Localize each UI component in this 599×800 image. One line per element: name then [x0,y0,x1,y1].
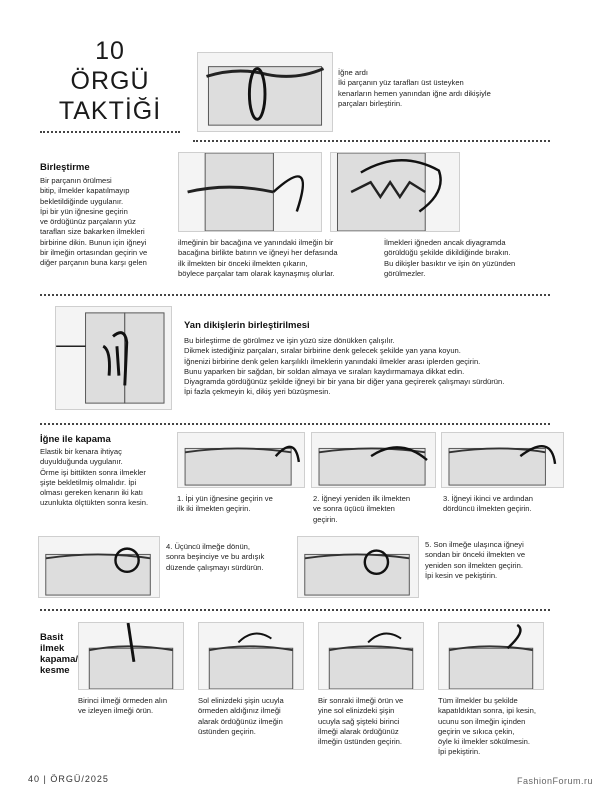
magazine-name: ÖRGÜ/2025 [50,774,109,784]
text-line: Dikmek istediğiniz parçaları, sıralar birbirine denk gelecek şekilde yan yana koyun. [184,346,461,356]
title-divider [40,131,180,133]
text-line: İpi fazla çekmeyin ki, dikiş yeri büzüşmesin. [184,387,331,397]
divider [40,423,550,425]
text-line: Bir sonraki ilmeği örün ve [318,696,404,705]
text-line: görülmezler. [384,268,426,278]
text-line: üstünden geçirin. [198,726,256,736]
divider [40,294,550,296]
text-line: öyle ki ilmekler sökülmesin. [438,737,530,747]
igne-heading: İğne ile kapama [40,434,111,445]
knit-diagram-icon [79,623,183,689]
igne-caption-1 [177,494,307,515]
page-title [40,36,180,126]
figure-igne-3 [441,432,564,488]
basit-caption-1 [78,696,194,717]
text-line: İlmekleri iğneden ancak diyagramda [384,238,506,247]
text-line: İpi kesin ve pekiştirin. [425,570,498,580]
text-line: 3. İğneyi ikinci ve ardından [443,494,533,503]
knit-diagram-icon [298,537,418,597]
text-line: Bu birleştirme de görülmez ve işin yüzü size dönükken çalışılır. [184,336,395,345]
text-line: 1. İpi yün iğnesine geçirin ve [177,494,273,503]
birlestirme-heading: Birleştirme [40,162,90,173]
heading-line: kapama/ [40,654,79,665]
text-line: ucuyla sağ şişteki birinci [318,716,400,726]
text-line: duyulduğunda uygulanır. [40,457,123,467]
text-line: ilk iki ilmekten geçirin. [177,504,251,514]
knit-diagram-icon [439,623,543,689]
figure-basit-2 [198,622,304,690]
text-line: bir ilmeğin ortasından geçirin ve [40,248,148,258]
figure-igne-ardi [197,52,333,132]
text-line: İpi pekiştirin. [438,747,481,757]
igne-caption-4 [166,542,296,573]
text-line: Birinci ilmeği örmeden alın [78,696,168,705]
text-line: ve izleyen ilmeği örün. [78,706,154,716]
figure-igne-5 [297,536,419,598]
intro-line: kenarların hemen yanından iğne ardı dikişiyle [338,88,491,98]
igne-caption-3 [443,494,561,515]
text-line: bacağına birlikte batırın ve iğneyi her defasında [178,248,338,258]
figure-yan-dikis [55,306,172,410]
figure-igne-1 [177,432,305,488]
knit-diagram-icon [56,307,171,409]
knit-diagram-icon [199,623,303,689]
igne-caption-5 [425,540,555,581]
text-line: Bu dikişler basıktır ve işin ön yüzünden [384,258,516,268]
text-line: örmeden aldığınız ilmeği [198,706,281,716]
text-line: böylece parçalar tam olarak kaynaşmış olurlar. [178,268,335,278]
text-line: İğnenizi birbirine denk gelen karşılıklı ilmeklerin yanındaki ilmekler arası iplerden geçirin. [184,356,481,366]
figure-basit-4 [438,622,544,690]
text-line: 4. Üçüncü ilmeğe dönün, [166,542,251,551]
text-line: ve sonra üçücü ilmekten [313,504,395,514]
intro-line: İki parçanın yüz tarafları üst üsteyken [338,78,464,88]
text-line: Bunu yaparken bir sağdan, bir soldan almaya ve sıraları kaydırmamaya dikkat edin. [184,366,465,376]
page-number: 40 [28,774,41,784]
divider [40,609,550,611]
watermark: FashionForum.ru [516,776,593,786]
text-line: olması gereken kenarın iki katı [40,488,143,498]
text-line: Diyagramda gördüğünüz şekilde iğneyi bir bir yana bir diğer yana geçirerek çalışmayı sürdürün. [184,377,505,387]
title-line-2: ÖRGÜ [70,67,150,95]
text-line: Elastik bir kenara ihtiyaç [40,447,122,456]
text-line: düzende çalışmayı sürdürün. [166,562,264,572]
text-line: Örme işi bittikten sonra ilmekler [40,467,146,477]
heading-line: ilmek [40,643,65,654]
igne-text [40,447,175,509]
text-line: kapatıldıktan sonra, ipi kesin, [438,706,536,716]
text-line: geçirin ve sıkıca çekin, [438,726,515,736]
divider [193,140,550,142]
text-line: yine sol elinizdeki şişin [318,706,395,716]
birlestirme-left-text [40,176,180,269]
text-line: bekletildiğinde uygulanır. [40,196,124,206]
knit-diagram-icon [178,433,304,487]
text-line: birbirine dikin. Bunun için iğneyi [40,237,147,247]
text-line: sondan bir önceki ilmekten ve [425,550,526,560]
figure-basit-3 [318,622,424,690]
basit-caption-2 [198,696,314,737]
text-line: bitip, ilmekler kapatılmayıp [40,186,130,196]
text-line: dördüncü ilmekten geçirin. [443,504,532,514]
text-line: ilmeğin üstünden geçirin. [318,737,403,747]
birlestirme-right-text [384,238,554,279]
page-footer [28,774,109,784]
figure-birlestirme-1 [178,152,322,232]
basit-caption-4 [438,696,562,758]
text-line: uzunlukta ölçtükten sonra kesin. [40,498,149,508]
text-line: İpi bir yün iğnesine geçirin [40,206,128,216]
text-line: sonra beşinciye ve bu ardışık [166,552,265,562]
text-line: ilk ilmekten bir önceki ilmekten çıkarın, [178,258,308,268]
knit-diagram-icon [331,153,459,231]
text-line: tarafları size bakarken ilmekleri [40,227,145,237]
heading-line: Basit [40,632,64,643]
figure-igne-4 [38,536,160,598]
title-line-3: TAKTİĞİ [58,97,162,125]
figure-igne-2 [311,432,436,488]
knit-diagram-icon [312,433,435,487]
text-line: şişte bekletilmiş olmalıdır. İpi [40,477,137,487]
knit-diagram-icon [319,623,423,689]
text-line: 5. Son ilmeğe ulaşınca iğneyi [425,540,524,549]
figure-basit-1 [78,622,184,690]
text-line: Bir parçanın örülmesi [40,176,112,185]
igne-caption-2 [313,494,439,525]
text-line: alarak ördüğünüz ilmeğin [198,716,283,726]
text-line: Sol elinizdeki şişin ucuyla [198,696,284,705]
footer-separator: | [43,774,47,784]
heading-line: kesme [40,665,70,676]
text-line: ucunu son ilmeğin içinden [438,716,526,726]
text-line: görüldüğü şekilde dikildiğinde bırakın. [384,248,511,258]
text-line: yeniden son ilmekten geçirin. [425,560,523,570]
knit-diagram-icon [39,537,159,597]
text-line: diğer parçanın buna karşı gelen [40,258,147,268]
birlestirme-mid-text [178,238,378,279]
text-line: ve ördüğünüz parçaların yüz [40,217,136,227]
knit-diagram-icon [198,53,332,131]
intro-line: İğne ardı [338,68,368,77]
text-line: ilmeğinin bir bacağına ve yanındaki ilmeğin bir [178,238,334,247]
text-line: 2. İğneyi yeniden ilk ilmekten [313,494,411,503]
text-line: geçirin. [313,514,338,524]
text-line: ilmeği alarak ördüğünüz [318,726,399,736]
intro-line: parçaları birleştirin. [338,98,403,108]
basit-heading [40,632,78,676]
yan-text [184,336,554,398]
knit-diagram-icon [442,433,563,487]
yan-heading: Yan dikişlerin birleştirilmesi [184,320,310,331]
basit-caption-3 [318,696,434,747]
knit-diagram-icon [179,153,321,231]
title-line-1: 10 [95,37,125,65]
intro-text [338,68,538,109]
figure-birlestirme-2 [330,152,460,232]
text-line: Tüm ilmekler bu şekilde [438,696,518,705]
